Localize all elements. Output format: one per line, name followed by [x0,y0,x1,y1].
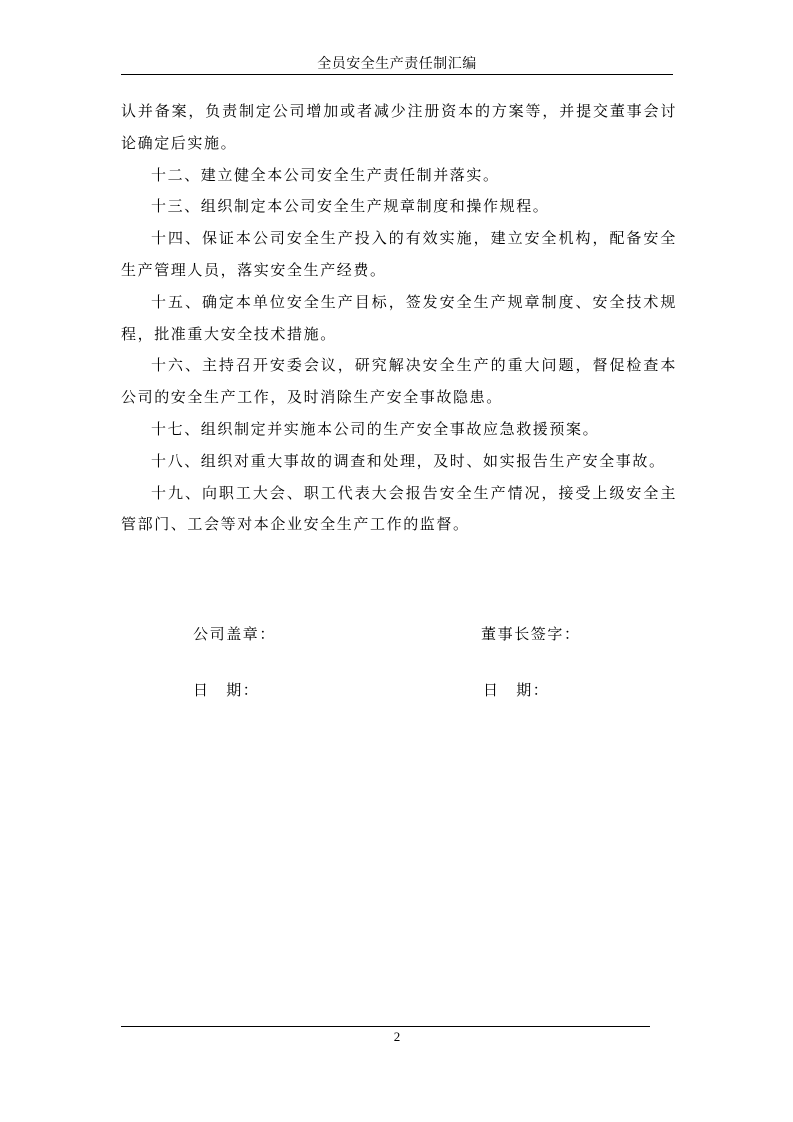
paragraph-item-12: 十二、建立健全本公司安全生产责任制并落实。 [151,165,500,184]
date-label-right: 日 期： [483,681,550,699]
paragraph-continuation: 认并备案，负责制定公司增加或者减少注册资本的方案等，并提交董事会讨论确定后实施。 [121,102,677,152]
chairman-signature-label: 董事长签字： [481,625,581,643]
paragraph-item-13: 十三、组织制定本公司安全生产规章制度和操作规程。 [151,197,550,216]
footer-divider [121,1026,650,1027]
paragraph-item-17: 十七、组织制定并实施本公司的生产安全事故应急救援预案。 [151,419,600,438]
running-header-title: 全员安全生产责任制汇编 [317,56,477,72]
paragraph-item-16: 十六、主持召开安委会议，研究解决安全生产的重大问题，督促检查本公司的安全生产工作，及时消除生产安全事故隐患。 [121,356,677,407]
paragraph-item-18: 十八、组织对重大事故的调查和处理，及时、如实报告生产安全事故。 [151,451,666,470]
document-body [121,96,677,541]
paragraph-item-14: 十四、保证本公司安全生产投入的有效实施，建立安全机构，配备安全生产管理人员，落实安全生产经费。 [121,229,677,279]
paragraph-item-19: 十九、向职工大会、职工代表大会报告安全生产情况，接受上级安全主管部门、工会等对本企业安全生产工作的监督。 [121,483,677,534]
date-label-left: 日 期： [193,681,260,699]
header-divider [121,74,673,75]
page-number: 2 [393,1029,401,1044]
paragraph-item-15: 十五、确定本单位安全生产目标，签发安全生产规章制度、安全技术规程，批准重大安全技术措施。 [121,292,677,343]
company-seal-label: 公司盖章： [193,625,277,643]
